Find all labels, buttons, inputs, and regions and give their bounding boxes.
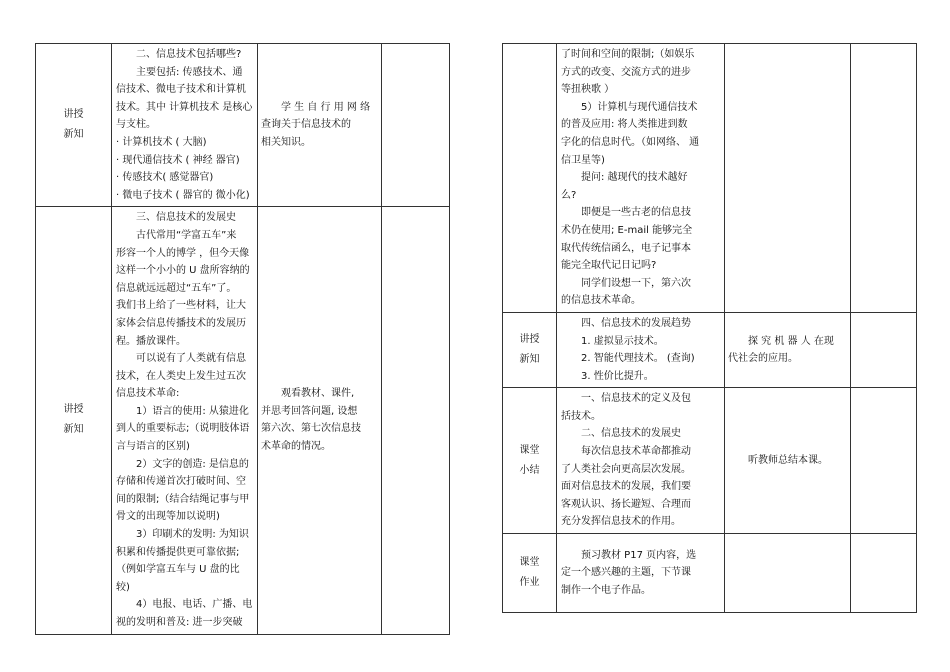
- content-line: 了人类社会向更高层次发展。: [561, 463, 691, 475]
- content-line: 提问: 越现代的技术越好: [581, 172, 688, 184]
- activity-line: 查询关于信息技术的: [261, 119, 351, 131]
- content-line: 形容一个人的博学 ，但今天像: [116, 247, 250, 259]
- content-line: 同学们设想一下，第六次: [581, 277, 691, 289]
- content-line: · 微电子技术 ( 器官的 微小化): [116, 189, 250, 201]
- activity-line: 术革命的情况。: [261, 441, 331, 453]
- content-cell: [112, 44, 258, 207]
- table-row: [503, 534, 917, 613]
- content-line: 一、信息技术的定义及包: [581, 393, 691, 405]
- label-line: 讲授: [63, 404, 84, 416]
- label-line: 讲授: [63, 109, 84, 121]
- content-line: 信息技术革命:: [116, 388, 180, 400]
- table-row: [36, 44, 450, 207]
- content-line: 么?: [561, 189, 577, 201]
- label-line: 课堂: [519, 557, 540, 569]
- content-line: 二、信息技术的发展史: [581, 428, 681, 440]
- content-line: 视的发明和普及: 进一步突破: [116, 617, 243, 628]
- label-line: 课堂: [519, 444, 540, 456]
- content-line: 制作一个电子作品。: [561, 584, 651, 596]
- table-row: [503, 388, 917, 534]
- empty-cell: [851, 44, 917, 313]
- content-line: 1）语言的使用: 从猿进化: [136, 405, 249, 417]
- content-cell: [557, 44, 725, 313]
- activity-cell: [258, 44, 382, 207]
- content-cell: [557, 534, 725, 613]
- activity-line: 学 生 自 行 用 网 络: [281, 101, 371, 113]
- content-line: 四、信息技术的发展趋势: [581, 317, 691, 329]
- content-line: 每次信息技术革命都推动: [581, 446, 691, 458]
- content-line: 与支柱。: [116, 119, 156, 131]
- content-line: 言与语言的区别): [116, 441, 190, 453]
- content-line: · 计算机技术 ( 大脑): [116, 136, 207, 148]
- row-label: [36, 44, 112, 207]
- activity-cell: [725, 534, 851, 613]
- content-line: 到人的重要标志;（说明肢体语: [116, 423, 250, 435]
- content-line: 充分发挥信息技术的作用。: [561, 516, 681, 528]
- empty-cell: [851, 312, 917, 387]
- row-label: [503, 44, 557, 313]
- content-line: 4）电报、电话、广播、电: [136, 599, 253, 611]
- label-line: 新知: [63, 424, 84, 436]
- content-line: 字化的信息时代。（如网络、 通: [561, 136, 700, 148]
- content-line: 较): [116, 581, 130, 593]
- content-line: 术仍在使用; E-mail 能够完全: [561, 224, 693, 236]
- content-line: 面对信息技术的发展，我们要: [561, 481, 691, 493]
- content-line: 技术。其中 计算机技术 是核心: [116, 101, 253, 113]
- content-line: 间的限制;（结合结绳记事与甲: [116, 493, 250, 505]
- content-line: 这样一个小小的 U 盘所容纳的: [116, 265, 250, 277]
- left-page-table: [35, 43, 450, 635]
- activity-line: 听教师总结本课。: [748, 454, 828, 466]
- empty-cell: [851, 388, 917, 534]
- content-line: 1. 虚拟显示技术。: [581, 335, 664, 347]
- activity-cell: [725, 312, 851, 387]
- content-line: 三、信息技术的发展史: [136, 212, 236, 224]
- content-line: 的普及应用: 将人类推进到数: [561, 119, 688, 131]
- empty-cell: [382, 44, 450, 207]
- activity-line: 观看教材、课件,: [281, 388, 355, 400]
- label-line: 新知: [519, 354, 540, 366]
- content-line: 信技术、微电子技术和计算机: [116, 84, 246, 96]
- activity-line: 代社会的应用。: [728, 353, 798, 365]
- content-line: 骨文的出现等加以说明): [116, 511, 220, 523]
- content-cell: [557, 388, 725, 534]
- content-line: （例如学富五车与 U 盘的比: [116, 564, 240, 576]
- content-line: 信息就远远超过“五车”了。: [116, 282, 237, 294]
- label-line: 作业: [519, 577, 540, 589]
- content-line: 括技术。: [561, 410, 601, 422]
- content-line: 的信息技术革命。: [561, 295, 641, 307]
- content-line: 方式的改变、交流方式的进步: [561, 66, 691, 78]
- content-line: 取代传统信函么，电子记事本: [561, 242, 691, 254]
- table-row: [503, 312, 917, 387]
- content-line: 积累和传播提供更可靠依据;: [116, 546, 240, 558]
- right-page-table: [502, 43, 917, 613]
- content-line: 我们书上给了一些材料，让大: [116, 300, 246, 312]
- activity-cell: [258, 207, 382, 634]
- table-row: [503, 44, 917, 313]
- content-line: 客观认识、扬长避短、合理而: [561, 498, 691, 510]
- content-line: 等扭秧歌 ）: [561, 84, 615, 96]
- content-line: 能完全取代记日记吗?: [561, 260, 657, 272]
- row-label: [36, 207, 112, 634]
- row-label: [503, 388, 557, 534]
- activity-cell: [725, 388, 851, 534]
- activity-line: 探 究 机 器 人 在现: [748, 335, 834, 347]
- row-label: [503, 534, 557, 613]
- content-line: 2. 智能代理技术。 (查询): [581, 353, 695, 365]
- label-line: 讲授: [519, 334, 540, 346]
- row-label: [503, 312, 557, 387]
- empty-cell: [851, 534, 917, 613]
- activity-line: 第六次、第七次信息技: [261, 423, 361, 435]
- label-line: 小结: [519, 464, 540, 476]
- content-line: 2）文字的创造: 是信息的: [136, 458, 249, 470]
- content-line: 存储和传递首次打破时间、空: [116, 476, 246, 488]
- label-line: 新知: [63, 129, 84, 141]
- content-line: 古代常用“学富五车”来: [136, 229, 237, 241]
- content-line: 即便是一些古老的信息技: [581, 207, 691, 219]
- content-line: 信卫星等): [561, 154, 605, 166]
- activity-cell: [725, 44, 851, 313]
- content-line: 程。播放课件。: [116, 335, 186, 347]
- empty-cell: [382, 207, 450, 634]
- content-line: · 传感技术( 感觉器官): [116, 172, 214, 184]
- content-line: 二、信息技术包括哪些?: [136, 49, 242, 60]
- content-line: 3）印刷术的发明: 为知识: [136, 529, 249, 541]
- content-line: 了时间和空间的限制;（如娱乐: [561, 49, 695, 60]
- table-row: [36, 207, 450, 634]
- content-line: 预习教材 P17 页内容，选: [581, 549, 697, 561]
- content-cell: [557, 312, 725, 387]
- content-cell: [112, 207, 258, 634]
- activity-line: 并思考回答问题, 设想: [261, 405, 358, 417]
- content-line: 可以说有了人类就有信息: [136, 353, 246, 365]
- content-line: 技术，在人类史上发生过五次: [116, 370, 246, 382]
- content-line: 主要包括: 传感技术、通: [136, 66, 243, 78]
- content-line: 家体会信息传播技术的发展历: [116, 317, 246, 329]
- content-line: 3. 性价比提升。: [581, 370, 654, 382]
- activity-line: 相关知识。: [261, 136, 311, 148]
- content-line: · 现代通信技术 ( 神经 器官): [116, 154, 240, 166]
- content-line: 定一个感兴趣的主题，下节课: [561, 567, 691, 579]
- content-line: 5）计算机与现代通信技术: [581, 101, 698, 113]
